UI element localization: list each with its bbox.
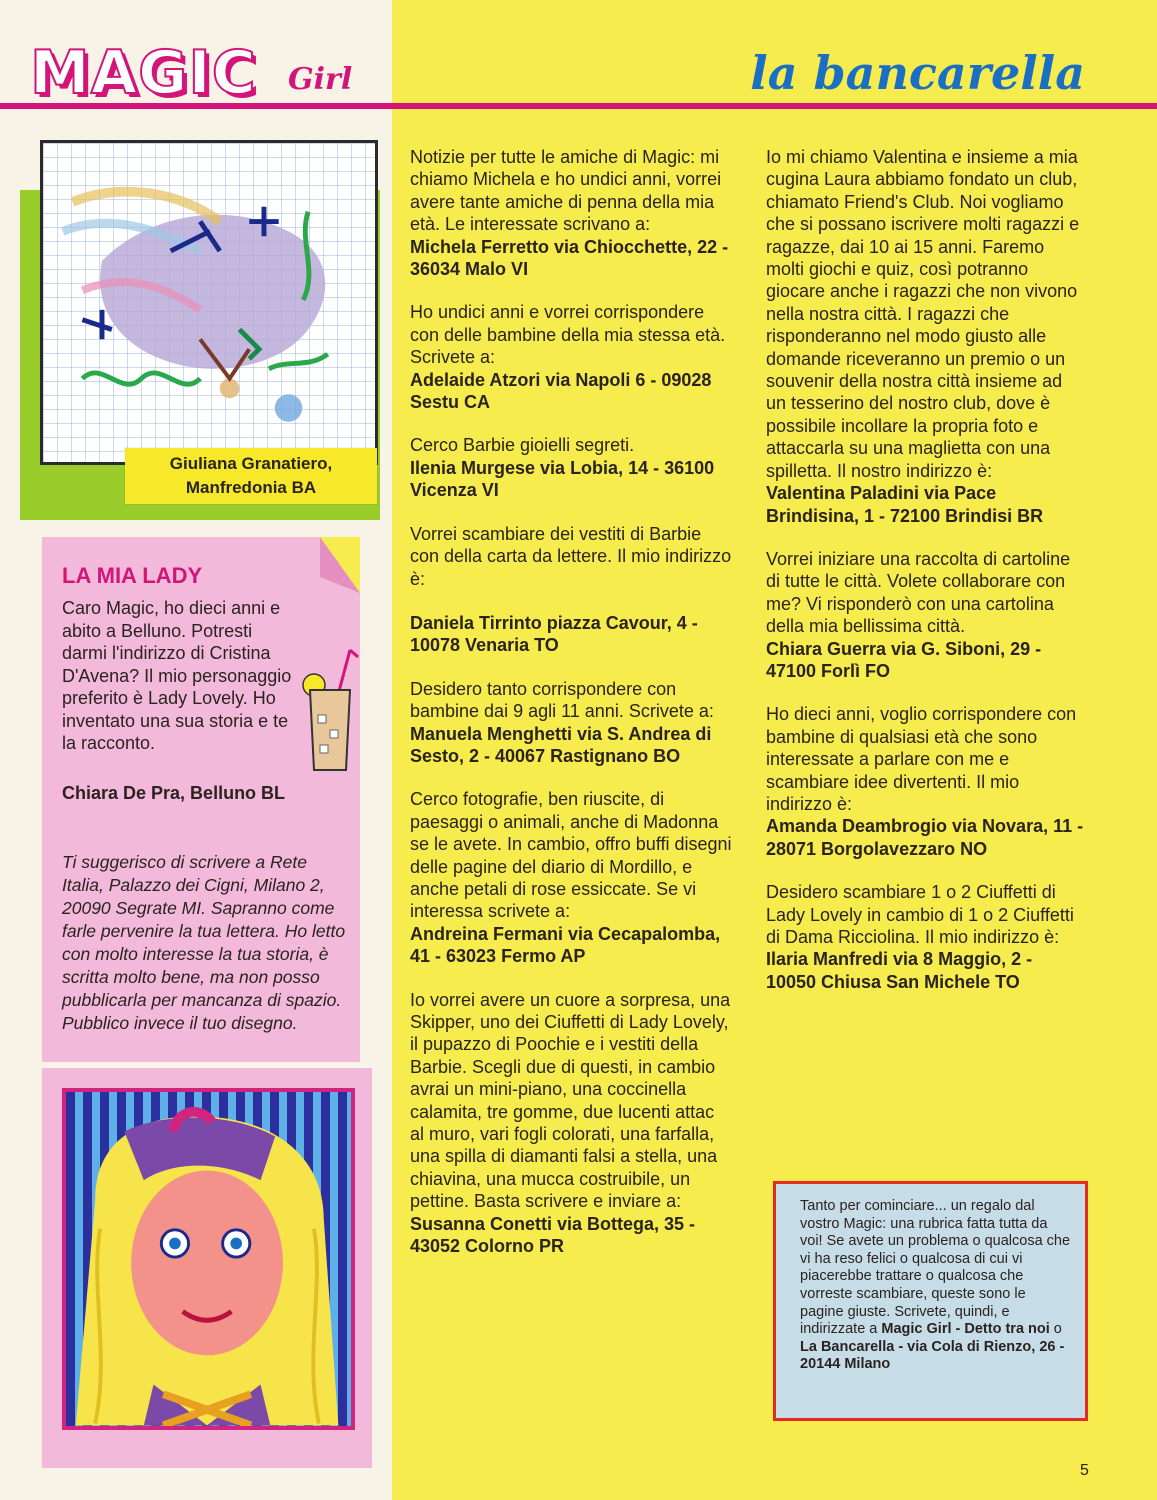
notice-address-1: Magic Girl - Detto tra noi	[881, 1321, 1050, 1338]
entry-spacer	[410, 590, 733, 612]
classified-entry	[410, 434, 733, 501]
classified-entry	[766, 548, 1084, 682]
magazine-logo: MAGIC	[30, 38, 257, 108]
entry-text: Desidero tanto corrispondere con bambine dai 9 agli 11 anni. Scrivete a:	[410, 678, 714, 722]
lady-portrait-illustration	[66, 1092, 351, 1426]
letter-reply: Ti suggerisco di scrivere a Rete Italia, Palazzo dei Cigni, Milano 2, 20090 Segrate MI. Sapranno come farle pervenire la tua lettera. Ho letto con molto interesse la tua storia, è scritta molto bene, ma non posso pubblicarla per mancanza di spazio. Pubblico invece il tuo disegno.	[62, 852, 346, 1033]
entry-text: Cerco fotografie, ben riuscite, di paesaggi o animali, anche di Madonna se le avete. In cambio, offro buffi disegni delle pagine del diario di Mordillo, e anche petali di rose essiccate. Se vi interessa scrivete a:	[410, 789, 732, 922]
entry-text: Notizie per tutte le amiche di Magic: mi chiamo Michela e ho undici anni, vorrei avere tante amiche di penna della mia età. Le interessate scrivano a:	[410, 147, 722, 235]
magazine-logo-sub: Girl	[288, 62, 353, 97]
notice-address-2: La Bancarella - via Cola di Rienzo, 26 - 20144 Milano	[800, 1338, 1065, 1373]
child-drawing-lady-lovely	[62, 1088, 355, 1430]
entry-text: Ho undici anni e vorrei corrispondere con delle bambine della mia stessa età. Scrivete a:	[410, 302, 726, 368]
entry-address: Chiara Guerra via G. Siboni, 29 - 47100 Forlì FO	[766, 638, 1042, 681]
child-drawing-horse	[40, 140, 378, 465]
classified-entry	[410, 146, 733, 280]
classified-entry	[410, 678, 733, 768]
classified-entry	[410, 523, 733, 657]
entry-text: Ho dieci anni, voglio corrispondere con bambine di qualsiasi età che sono interessate a parlare con me e scambiare idee divertenti. Il mio indirizzo è:	[766, 704, 1077, 814]
entry-text: Vorrei iniziare una raccolta di cartoline di tutte le città. Volete collaborare con me? Vi risponderò con una cartolina della mia bellissima città.	[766, 548, 1071, 637]
entry-text: Io mi chiamo Valentina e insieme a mia cugina Laura abbiamo fondato un club, chiamato Friend's Club. Noi vogliamo che si possano iscrivere molti ragazzi e ragazze, dai 10 ai 15 anni. Faremo molti giochi e quiz, così potranno giocare anche i ragazzi che non vivono nella nostra città. I ragazzi che risponderanno nel modo giusto alle domande riceveranno un premio o un souvenir della nostra città insieme ad un tesserino del nostro club, dove è possibile incollare la propria foto e attaccarla su una maglietta con una spilletta. Il nostro indirizzo è:	[766, 147, 1080, 481]
horse-drawing-illustration	[43, 143, 375, 462]
classifieds-column-middle	[410, 146, 733, 1278]
entry-text: Desidero scambiare 1 o 2 Ciuffetti di Lady Lovely in cambio di 1 o 2 Ciuffetti di Dama Ricciolina. Il mio indirizzo è:	[766, 882, 1074, 947]
drawing-caption	[125, 448, 377, 504]
letter-signature: Chiara De Pra, Belluno BL	[62, 783, 286, 803]
page-number: 5	[1080, 1462, 1089, 1479]
letter-title: LA MIA LADY	[62, 563, 203, 588]
entry-address: Michela Ferretto via Chiocchette, 22 - 36034 Malo VI	[410, 236, 729, 280]
drink-glass-icon	[300, 645, 362, 775]
notice-text: Tanto per cominciare... un regalo dal vostro Magic: una rubrica fatta tutta da voi! Se avete un problema o qualcosa che vi ha reso felici o qualcosa di cui vi piacerebbe trattare o qualcosa che vorreste scambiare, queste sono le pagine giuste. Scrivete, quindi, e indirizzate a	[800, 1198, 1071, 1338]
entry-address: Ilaria Manfredi via 8 Maggio, 2 - 10050 Chiusa San Michele TO	[766, 949, 1033, 992]
entry-address: Valentina Paladini via Pace Brindisina, 1 - 72100 Brindisi BR	[766, 483, 1044, 526]
entry-text: Vorrei scambiare dei vestiti di Barbie con della carta da lettere. Il mio indirizzo è:	[410, 523, 732, 589]
section-title: la bancarella	[750, 46, 1085, 100]
classified-entry	[766, 881, 1084, 993]
entry-address: Manuela Menghetti via S. Andrea di Sesto, 2 - 40067 Rastignano BO	[410, 723, 712, 766]
classified-entry	[766, 703, 1084, 860]
entry-text: Cerco Barbie gioielli segreti.	[410, 435, 635, 456]
classified-entry	[410, 788, 733, 967]
entry-address: Ilenia Murgese via Lobia, 14 - 36100 Vicenza VI	[410, 457, 715, 501]
classified-entry	[410, 989, 733, 1258]
entry-address: Susanna Conetti via Bottega, 35 - 43052 Colorno PR	[410, 1213, 696, 1257]
entry-address: Andreina Fermani via Cecapalomba, 41 - 63023 Fermo AP	[410, 923, 721, 967]
entry-address: Adelaide Atzori via Napoli 6 - 09028 Sestu CA	[410, 369, 712, 413]
caption-city: Manfredonia BA	[185, 478, 317, 497]
entry-address: Amanda Deambrogio via Novara, 11 - 28071 Borgolavezzaro NO	[766, 816, 1084, 859]
entry-address: Daniela Tirrinto piazza Cavour, 4 - 10078 Venaria TO	[410, 612, 698, 656]
classified-entry	[766, 146, 1084, 527]
classifieds-column-right	[766, 146, 1084, 1014]
notice-connector: o	[1049, 1321, 1062, 1338]
page-curl-corner	[320, 537, 360, 593]
entry-text: Io vorrei avere un cuore a sorpresa, una Skipper, uno dei Ciuffetti di Lady Lovely, il pupazzo di Poochie e i vestiti della Barbie. Scegli due di questi, in cambio avrai un mini-piano, una coccinella calamita, tre gomme, due lucenti attac al muro, vari fogli colorati, una farfalla, una spilla di diamanti falsi a stella, una chiavina, una mucca costruibile, un pettine. Basta scrivere e inviare a:	[410, 989, 731, 1212]
editorial-notice-box	[773, 1181, 1088, 1421]
classified-entry	[410, 301, 733, 413]
caption-author: Giuliana Granatiero,	[169, 454, 333, 473]
letter-text: Caro Magic, ho dieci anni e abito a Belluno. Potresti darmi l'indirizzo di Cristina D'Avena? Il mio personaggio preferito è Lady Lovely. Ho inventato una sua storia e te la racconto.	[62, 598, 292, 753]
